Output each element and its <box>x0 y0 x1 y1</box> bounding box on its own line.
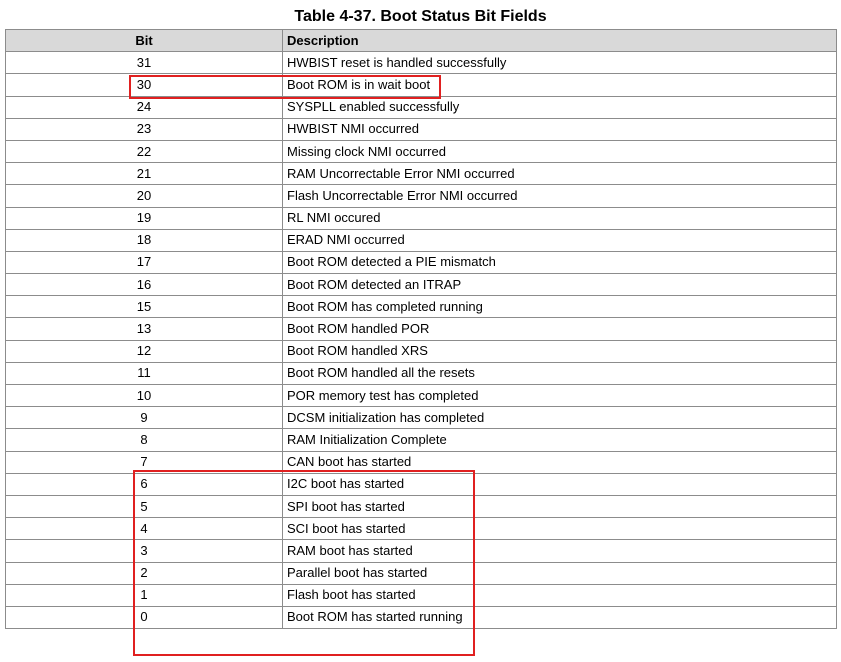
bit-cell: 5 <box>6 495 283 517</box>
bit-cell: 1 <box>6 584 283 606</box>
bit-cell: 18 <box>6 229 283 251</box>
header-bit: Bit <box>6 30 283 52</box>
description-cell: Boot ROM has started running <box>283 606 837 628</box>
description-cell: Parallel boot has started <box>283 562 837 584</box>
header-description: Description <box>283 30 837 52</box>
table-row <box>6 385 837 407</box>
description-cell: Boot ROM has completed running <box>283 296 837 318</box>
table-row <box>6 407 837 429</box>
description-cell: I2C boot has started <box>283 473 837 495</box>
table-row <box>6 562 837 584</box>
bit-cell: 4 <box>6 518 283 540</box>
description-cell: CAN boot has started <box>283 451 837 473</box>
table-row <box>6 495 837 517</box>
description-cell: SCI boot has started <box>283 518 837 540</box>
bit-cell: 19 <box>6 207 283 229</box>
description-cell: Boot ROM handled XRS <box>283 340 837 362</box>
bit-cell: 16 <box>6 274 283 296</box>
table-body <box>6 52 837 629</box>
bit-cell: 8 <box>6 429 283 451</box>
table-row <box>6 451 837 473</box>
description-cell: Boot ROM detected an ITRAP <box>283 274 837 296</box>
bit-cell: 17 <box>6 251 283 273</box>
table-row <box>6 251 837 273</box>
table-row <box>6 229 837 251</box>
description-cell: Boot ROM handled POR <box>283 318 837 340</box>
table-row <box>6 96 837 118</box>
table-row <box>6 584 837 606</box>
table-title: Table 4-37. Boot Status Bit Fields <box>294 8 547 25</box>
table-row <box>6 185 837 207</box>
bit-cell: 0 <box>6 606 283 628</box>
description-cell: RAM boot has started <box>283 540 837 562</box>
bit-cell: 24 <box>6 96 283 118</box>
table-row <box>6 140 837 162</box>
table-row <box>6 163 837 185</box>
table-row <box>6 473 837 495</box>
table-row <box>6 52 837 74</box>
bit-cell: 20 <box>6 185 283 207</box>
description-cell: RAM Uncorrectable Error NMI occurred <box>283 163 837 185</box>
description-cell: RL NMI occured <box>283 207 837 229</box>
bit-cell: 10 <box>6 385 283 407</box>
description-cell: SYSPLL enabled successfully <box>283 96 837 118</box>
table-row <box>6 318 837 340</box>
table-row <box>6 118 837 140</box>
bit-cell: 6 <box>6 473 283 495</box>
bit-cell: 7 <box>6 451 283 473</box>
bit-cell: 23 <box>6 118 283 140</box>
bit-cell: 31 <box>6 52 283 74</box>
bit-cell: 9 <box>6 407 283 429</box>
table-row <box>6 606 837 628</box>
bit-cell: 3 <box>6 540 283 562</box>
description-cell: Missing clock NMI occurred <box>283 140 837 162</box>
table-row <box>6 518 837 540</box>
bit-cell: 13 <box>6 318 283 340</box>
bit-cell: 30 <box>6 74 283 96</box>
table-row <box>6 362 837 384</box>
table-row <box>6 74 837 96</box>
description-cell: Boot ROM is in wait boot <box>283 74 837 96</box>
table-row <box>6 207 837 229</box>
bit-cell: 22 <box>6 140 283 162</box>
table-row <box>6 340 837 362</box>
description-cell: POR memory test has completed <box>283 385 837 407</box>
description-cell: ERAD NMI occurred <box>283 229 837 251</box>
description-cell: Boot ROM detected a PIE mismatch <box>283 251 837 273</box>
description-cell: HWBIST NMI occurred <box>283 118 837 140</box>
description-cell: Boot ROM handled all the resets <box>283 362 837 384</box>
description-cell: HWBIST reset is handled successfully <box>283 52 837 74</box>
description-cell: RAM Initialization Complete <box>283 429 837 451</box>
table-row <box>6 540 837 562</box>
bit-cell: 15 <box>6 296 283 318</box>
table-header-row <box>6 30 837 52</box>
bit-cell: 11 <box>6 362 283 384</box>
bit-cell: 2 <box>6 562 283 584</box>
table-row <box>6 296 837 318</box>
bit-cell: 12 <box>6 340 283 362</box>
description-cell: Flash boot has started <box>283 584 837 606</box>
bit-cell: 21 <box>6 163 283 185</box>
description-cell: SPI boot has started <box>283 495 837 517</box>
description-cell: DCSM initialization has completed <box>283 407 837 429</box>
table-row <box>6 274 837 296</box>
table-row <box>6 429 837 451</box>
description-cell: Flash Uncorrectable Error NMI occurred <box>283 185 837 207</box>
boot-status-table <box>5 29 837 629</box>
